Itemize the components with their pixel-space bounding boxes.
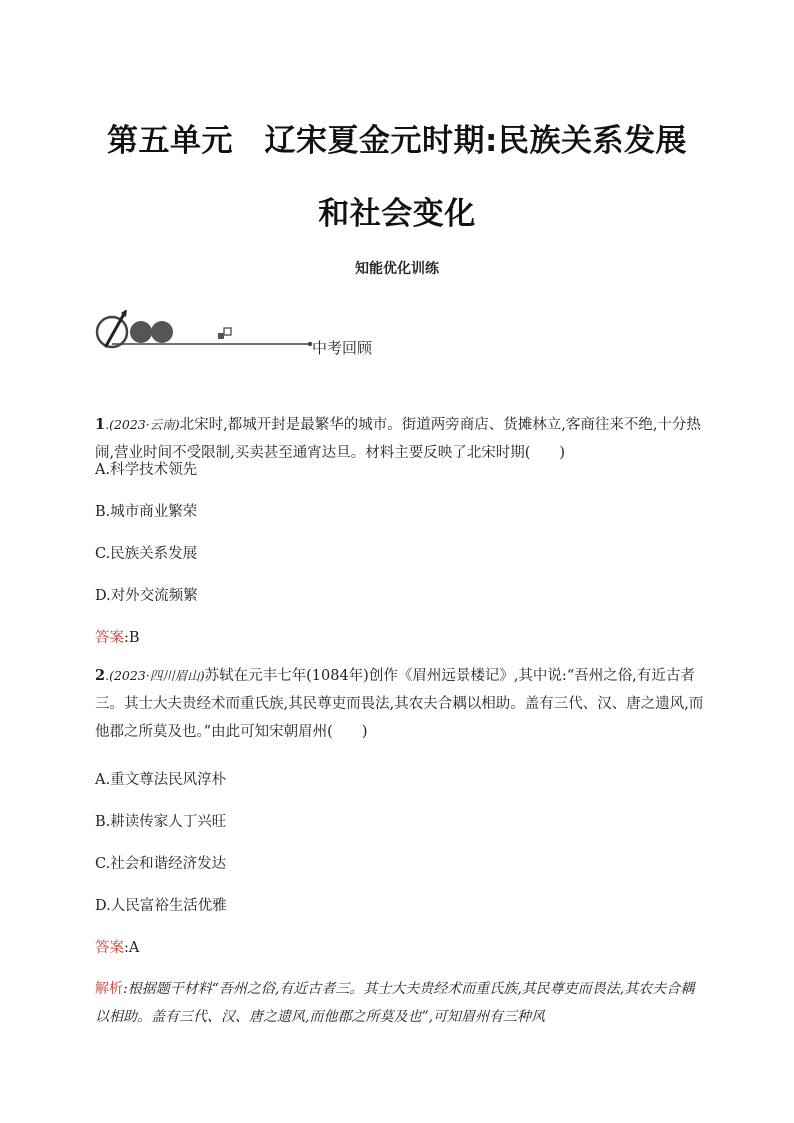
q2-option-c: C.社会和谐经济发达 [95, 856, 227, 872]
unit-title-line-1: 第五单元 辽宋夏金元时期:民族关系发展 [107, 123, 687, 159]
question-text: 苏轼在元丰七年(1084年)创作《眉州远景楼记》,其中说:“吾州之俗,有近古者三。其士大夫贵经术而重氏族,其民尊吏而畏法,其农夫合耦以相助。盖有三代、汉、唐之遗风,而他郡之所莫及也。”由此可知宋朝眉州( ) [95, 668, 704, 740]
question-number: 1 [95, 416, 106, 433]
analysis-label: 解析 [95, 981, 123, 997]
section-label: 中考回顾 [312, 339, 373, 357]
q1-answer [95, 626, 140, 647]
q2-analysis [95, 975, 705, 1031]
analysis-text: :根据题干材料“吾州之俗,有近古者三。其士大夫贵经术而重氏族,其民尊吏而畏法,其农夫合耦以相助。盖有三代、汉、唐之遗风,而他郡之所莫及也”,可知眉州有三种风 [95, 981, 695, 1025]
question-text: 北宋时,都城开封是最繁华的城市。街道两旁商店、货摊林立,客商往来不绝,十分热闹,营业时间不受限制,买卖甚至通宵达旦。材料主要反映了北宋时期( ) [95, 417, 701, 461]
answer-label: 答案 [95, 630, 124, 646]
subtitle: 知能优化训练 [355, 261, 439, 277]
q1-option-a: A.科学技术领先 [95, 462, 198, 478]
question-source: .(2023·云南) [105, 417, 180, 432]
section-header [94, 310, 414, 360]
answer-value: :B [124, 630, 140, 646]
question-2-stem [95, 662, 705, 746]
q2-option-b: B.耕读传家人丁兴旺 [95, 814, 227, 830]
q1-option-b: B.城市商业繁荣 [95, 504, 198, 520]
answer-value: :A [124, 940, 140, 956]
question-source: .(2023·四川眉山) [105, 668, 205, 683]
question-number: 2 [95, 667, 106, 684]
unit-title-line-2: 和社会变化 [318, 196, 476, 232]
q2-answer [95, 936, 139, 957]
q1-option-d: D.对外交流频繁 [95, 588, 198, 604]
q2-option-d: D.人民富裕生活优雅 [95, 898, 227, 914]
q2-option-a: A.重文尊法民风淳朴 [95, 772, 227, 788]
q1-option-c: C.民族关系发展 [95, 546, 198, 562]
answer-label: 答案 [95, 940, 124, 956]
